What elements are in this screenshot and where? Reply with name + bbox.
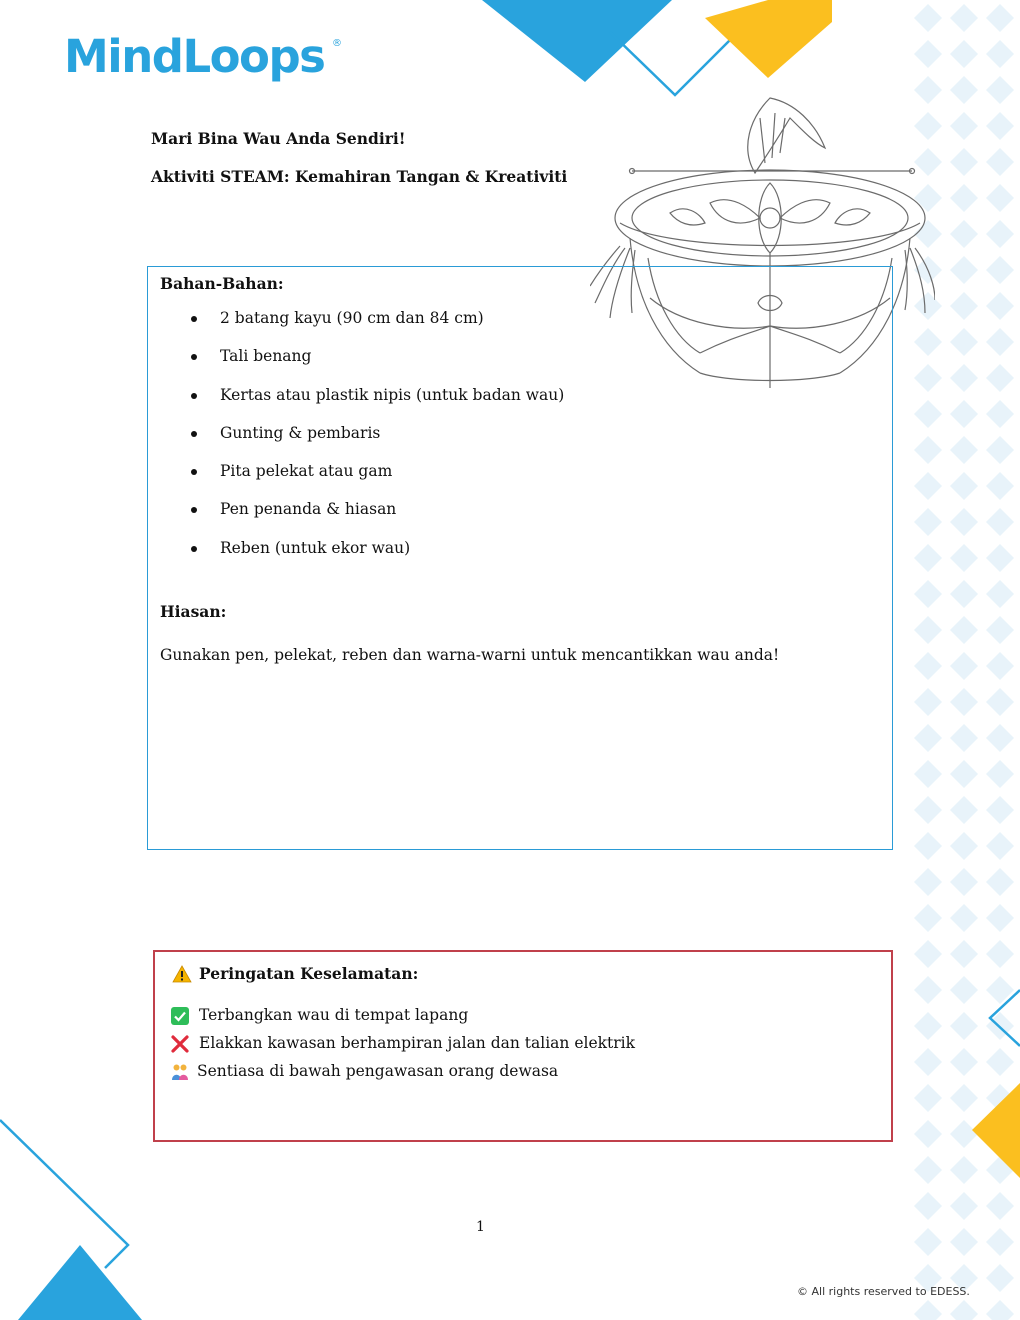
materials-panel	[147, 266, 893, 850]
safety-heading: Peringatan Keselamatan:	[199, 964, 419, 983]
safety-item-text: Sentiasa di bawah pengawasan orang dewasa	[197, 1062, 559, 1080]
materials-heading: Bahan-Bahan:	[160, 274, 284, 293]
safety-item-text: Terbangkan wau di tempat lapang	[199, 1006, 469, 1024]
list-item-text: Reben (untuk ekor wau)	[220, 538, 411, 557]
safety-item-text: Elakkan kawasan berhampiran jalan dan talian elektrik	[199, 1034, 636, 1052]
copyright-notice: © All rights reserved to EDESS.	[797, 1285, 970, 1298]
bullet-icon	[191, 316, 197, 322]
decoration-text: Gunakan pen, pelekat, reben dan warna-warni untuk mencantikkan wau anda!	[160, 646, 780, 664]
cross-icon	[171, 1035, 189, 1053]
bullet-icon	[191, 546, 197, 552]
list-item-text: Tali benang	[220, 347, 312, 366]
bullet-icon	[191, 354, 197, 360]
page-title: Mari Bina Wau Anda Sendiri!	[151, 129, 406, 148]
bullet-icon	[191, 393, 197, 399]
list-item-text: 2 batang kayu (90 cm dan 84 cm)	[220, 309, 484, 327]
registered-mark: ®	[332, 38, 342, 49]
mindloops-logo	[64, 24, 354, 86]
list-item-text: Pita pelekat atau gam	[220, 462, 393, 481]
people-icon	[171, 1063, 189, 1081]
list-item-text: Gunting & pembaris	[220, 423, 381, 442]
decoration-heading: Hiasan:	[160, 602, 227, 621]
page-subtitle: Aktiviti STEAM: Kemahiran Tangan & Kreativiti	[151, 167, 568, 186]
bullet-icon	[191, 507, 197, 513]
warning-icon	[172, 965, 192, 983]
list-item-text: Pen penanda & hiasan	[220, 500, 397, 519]
safety-warning-panel	[153, 950, 893, 1142]
logo-text: MindLoops	[64, 30, 325, 83]
list-item-text: Kertas atau plastik nipis (untuk badan wau)	[220, 385, 565, 404]
check-icon	[171, 1007, 189, 1025]
bullet-icon	[191, 431, 197, 437]
bullet-icon	[191, 469, 197, 475]
page-number: 1	[476, 1219, 485, 1235]
